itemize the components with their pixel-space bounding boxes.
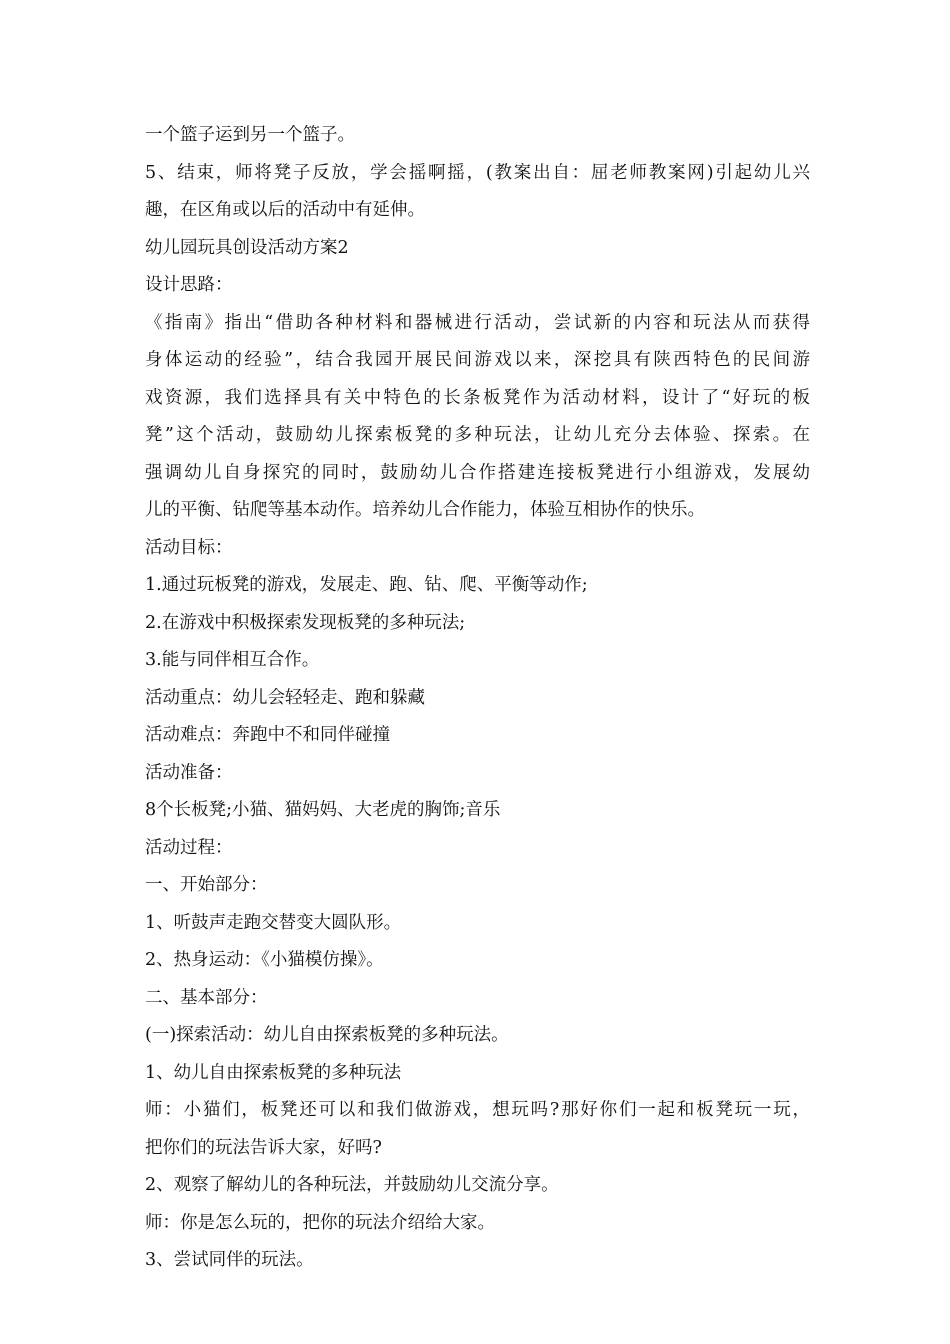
text-line: 一、开始部分：: [145, 875, 268, 895]
text-line: 一个篮子运到另一个篮子。: [145, 125, 355, 145]
text-line: 身体运动的经验”，结合我园开展民间游戏以来，深挖具有陕西特色的民间游: [145, 350, 810, 370]
text-line: 3.能与同伴相互合作。: [145, 650, 320, 670]
text-line: 5、结束，师将凳子反放，学会摇啊摇，(教案出自：屈老师教案网)引起幼儿兴: [145, 162, 810, 183]
text-line: 强调幼儿自身探究的同时，鼓励幼儿合作搭建连接板凳进行小组游戏，发展幼: [145, 462, 810, 483]
text-line: 把你们的玩法告诉大家，好吗?: [145, 1137, 382, 1158]
text-line: 1、幼儿自由探索板凳的多种玩法: [145, 1062, 402, 1083]
text-line: 师：你是怎么玩的，把你的玩法介绍给大家。: [145, 1212, 495, 1233]
text-line: 活动重点：幼儿会轻轻走、跑和躲藏: [145, 687, 425, 708]
text-line: 2、热身运动：《小猫模仿操》。: [145, 950, 384, 970]
text-line: 二、基本部分：: [145, 987, 268, 1008]
text-line: (一)探索活动：幼儿自由探索板凳的多种玩法。: [145, 1025, 509, 1045]
text-line: 2.在游戏中积极探索发现板凳的多种玩法;: [145, 612, 466, 633]
text-line: 幼儿园玩具创设活动方案2: [145, 237, 349, 258]
text-line: 《指南》指出“借助各种材料和器械进行活动，尝试新的内容和玩法从而获得: [145, 312, 810, 333]
text-line: 8个长板凳;小猫、猫妈妈、大老虎的胸饰;音乐: [145, 800, 501, 820]
text-line: 戏资源，我们选择具有关中特色的长条板凳作为活动材料，设计了“好玩的板: [145, 387, 810, 408]
text-line: 凳”这个活动，鼓励幼儿探索板凳的多种玩法，让幼儿充分去体验、探索。在: [145, 425, 810, 445]
text-line: 师：小猫们，板凳还可以和我们做游戏，想玩吗?那好你们一起和板凳玩一玩，: [145, 1100, 810, 1120]
text-line: 2、观察了解幼儿的各种玩法，并鼓励幼儿交流分享。: [145, 1175, 559, 1195]
text-line: 1、听鼓声走跑交替变大圆队形。: [145, 912, 402, 933]
text-line: 活动目标：: [145, 537, 233, 558]
text-line: 活动过程：: [145, 837, 233, 858]
document-body: [145, 117, 810, 1280]
text-line: 活动难点：奔跑中不和同伴碰撞: [145, 725, 390, 745]
text-line: 设计思路：: [145, 275, 233, 295]
text-line: 儿的平衡、钻爬等基本动作。培养幼儿合作能力，体验互相协作的快乐。: [145, 500, 705, 520]
text-line: 3、尝试同伴的玩法。: [145, 1250, 314, 1270]
text-line: 1.通过玩板凳的游戏，发展走、跑、钻、爬、平衡等动作;: [145, 575, 588, 595]
text-line: 趣，在区角或以后的活动中有延伸。: [145, 200, 425, 220]
text-line: 活动准备：: [145, 762, 233, 783]
